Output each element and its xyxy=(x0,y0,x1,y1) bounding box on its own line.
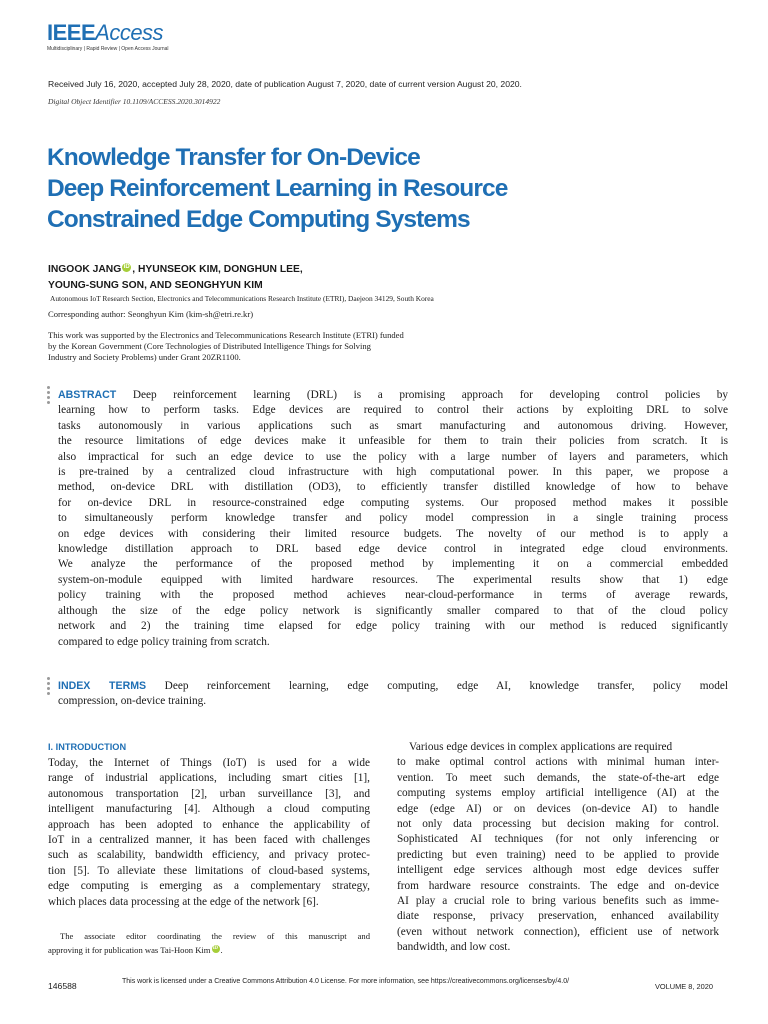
paragraph-line: which places data processing at the edge of the network [6]. xyxy=(48,895,319,908)
abstract-line: is pre-trained by a centralized cloud infrastructure with high computational power. In this paper, we propose a xyxy=(58,466,728,479)
index-terms-text: Deep reinforcement learning, edge computing, edge AI, knowledge transfer, policy model xyxy=(146,680,728,692)
abstract-line: We analyze the performance of the proposed method by implementing it on a commercial embedded xyxy=(58,558,728,571)
corresponding-author: Corresponding author: Seonghyun Kim (kim-sh@etri.re.kr) xyxy=(48,309,254,319)
footnote-period: . xyxy=(220,945,223,955)
abstract-line: tasks autonomously in various applications such as smart manufacturing and autonomous driving. However, xyxy=(58,419,728,432)
abstract-line: the resource limitations of edge devices make it unfeasible for them to train their policies from scratch. It is xyxy=(58,435,728,448)
paragraph-line: AI play a crucial role to bring various benefits such as imme- xyxy=(397,895,719,908)
author-names: , HYUNSEOK KIM, DONGHUN LEE, xyxy=(132,264,303,275)
paragraph-line: intelligent manufacturing [4]. Although a cloud computing xyxy=(48,803,370,816)
abstract-line: also impractical for such an edge device to use the policy with a large number of layers and parameters, which xyxy=(58,450,728,463)
paragraph-line: computing systems employ artificial intelligence (AI) at the xyxy=(397,787,719,800)
abstract-line: on edge devices with considering their limited resource budgets. The novelty of our method is to apply a xyxy=(58,527,728,540)
paragraph-line: IoT in a centralized manner, it has been faced with challenges xyxy=(48,834,370,847)
index-terms-line xyxy=(58,679,728,694)
index-terms-label: INDEX TERMS xyxy=(58,680,147,692)
abstract-label: ABSTRACT xyxy=(58,389,117,401)
abstract-line: learning how to perform tasks. Edge devices are required to control their actions by exploiting DRL to solve xyxy=(58,404,728,417)
paragraph-line: to make optimal control actions with minimal human inter- xyxy=(397,756,719,769)
authors-line xyxy=(48,262,688,278)
column-right-body xyxy=(397,755,719,940)
author-name: INGOOK JANG xyxy=(48,264,122,275)
paragraph-line: vention. To meet such demands, the state-of-the-art edge xyxy=(397,771,719,784)
license-text: This work is licensed under a Creative Commons Attribution 4.0 License. For more information, see https://creativecommons.org/licenses/by/4.0/ xyxy=(122,978,570,985)
paragraph-line: predicting but even training) need to be applied to provide xyxy=(397,848,719,861)
paragraph-line: not only data processing but decision making for control. xyxy=(397,818,719,831)
editor-footnote xyxy=(48,929,370,957)
paragraph-line: edge (edge AI) or on devices (on-device AI) to handle xyxy=(397,802,719,815)
volume-label: VOLUME 8, 2020 xyxy=(655,982,713,991)
index-terms-line: compression, on-device training. xyxy=(58,695,207,708)
paragraph-line: approach has been adopted to enhance the applicability of xyxy=(48,818,370,831)
paragraph-line: (even without network connection), efficient use of network xyxy=(397,925,719,938)
index-terms xyxy=(58,679,728,710)
abstract-line: for on-device DRL in resource-constrained edge computing systems. Our proposed method makes it possible xyxy=(58,496,728,509)
doi: Digital Object Identifier 10.1109/ACCESS.2020.3014922 xyxy=(48,97,221,106)
title-line: Constrained Edge Computing Systems xyxy=(47,206,470,233)
section-heading: I. INTRODUCTION xyxy=(48,742,127,752)
paragraph-line: such as scalability, bandwidth efficiency, and privacy protec- xyxy=(48,849,370,862)
footnote-line: The associate editor coordinating the review of this manuscript and xyxy=(60,931,370,941)
section-dots-icon xyxy=(47,677,51,697)
footnote-text: approving it for publication was Tai-Hoon Kim xyxy=(48,945,211,955)
authors-line: YOUNG-SUNG SON, AND SEONGHYUN KIM xyxy=(48,280,263,291)
paragraph-line: diate response, privacy preservation, enhanced availability xyxy=(397,910,719,923)
paragraph-line: edge computing is emerging as a complementary strategy, xyxy=(48,880,370,893)
abstract-line: compared to edge policy training from scratch. xyxy=(58,635,270,648)
paragraph-line: Sophisticated AI techniques (for not only inferencing or xyxy=(397,833,719,846)
logo-wordmark xyxy=(47,22,207,44)
title-line: Deep Reinforcement Learning in Resource xyxy=(47,175,508,202)
orcid-icon[interactable]: iD xyxy=(213,946,218,951)
abstract-line: system-on-module equipped with limited hardware resources. The experimental results show that 1) edge xyxy=(58,573,728,586)
page-number: 146588 xyxy=(48,981,77,991)
paragraph-line: autonomous transportation [2], urban surveillance [3], and xyxy=(48,787,370,800)
funding-line: by the Korean Government (Core Technologies of Distributed Intelligence Things for Solving xyxy=(48,341,371,351)
title-line: Knowledge Transfer for On-Device xyxy=(47,144,420,171)
abstract xyxy=(58,388,728,650)
received-dates: Received July 16, 2020, accepted July 28, 2020, date of publication August 7, 2020, date of current version August 20, 2020. xyxy=(48,79,522,89)
logo-brand-bold: IEEE xyxy=(47,20,96,45)
column-left-body xyxy=(48,756,370,895)
abstract-body xyxy=(58,403,728,634)
abstract-line xyxy=(58,388,728,403)
column-left xyxy=(48,756,370,910)
abstract-line: knowledge distillation approach to DRL based edge device control in integrated edge cloud environments. xyxy=(58,543,728,556)
abstract-line: method, on-device DRL with distillation (OD3), to efficiently transfer distilled knowledge of how to behave xyxy=(58,481,728,494)
column-right xyxy=(397,740,719,956)
abstract-text: Deep reinforcement learning (DRL) is a promising approach for developing control policies by xyxy=(116,389,728,401)
paper-title xyxy=(47,142,727,235)
journal-logo xyxy=(47,22,207,58)
paragraph-line: Various edge devices in complex applications are required xyxy=(409,741,673,753)
logo-brand-italic: Access xyxy=(95,20,164,45)
funding-line: This work was supported by the Electronics and Telecommunications Research Institute (ETRI) funded xyxy=(48,330,404,340)
logo-tagline: Multidisciplinary | Rapid Review | Open Access Journal xyxy=(47,46,169,52)
affiliation: Autonomous IoT Research Section, Electronics and Telecommunications Research Institute (ETRI), Daejeon 34129, South Korea xyxy=(50,294,434,303)
paragraph-line: intelligent edge services although most edge devices suffer xyxy=(397,864,719,877)
section-dots-icon xyxy=(47,386,51,406)
paragraph-line: tion [5]. To alleviate these limitations of cloud-based systems, xyxy=(48,864,370,877)
paragraph-line: bandwidth, and low cost. xyxy=(397,941,511,954)
funding-line: Industry and Society Problems) under Grant 20ZR1100. xyxy=(48,352,241,362)
abstract-line: network and 2) the training time elapsed for edge policy training with our method is reduced significantly xyxy=(58,620,728,633)
paragraph-line: from hardware resource constraints. The edge and on-device xyxy=(397,879,719,892)
authors xyxy=(48,262,688,294)
funding-note xyxy=(48,330,404,363)
paragraph-line: Today, the Internet of Things (IoT) is used for a wide xyxy=(48,757,370,769)
abstract-line: to simultaneously perform knowledge transfer and policy model compression in a single training process xyxy=(58,512,728,525)
abstract-line: although the size of the edge policy network is significantly smaller compared to that of the cloud policy xyxy=(58,604,728,617)
paragraph-line: range of industrial applications, including smart cities [1], xyxy=(48,772,370,785)
footnote-line xyxy=(48,943,370,957)
abstract-line: policy training with the proposed method achieves near-cloud-performance in terms of average rewards, xyxy=(58,589,728,602)
orcid-icon[interactable]: iD xyxy=(123,264,130,270)
